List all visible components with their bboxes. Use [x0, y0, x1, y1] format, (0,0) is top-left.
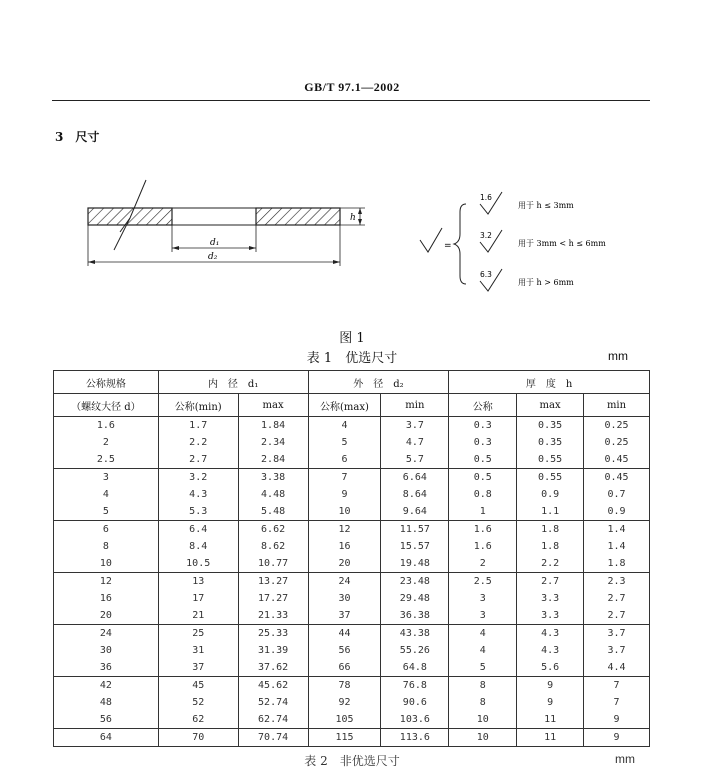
table-cell: 0.9: [584, 503, 650, 521]
roughness-value-3: 6.3: [480, 270, 492, 279]
table-cell: 1.4: [584, 538, 650, 555]
table-row: [54, 503, 650, 521]
table-cell: 25: [158, 625, 238, 643]
section-number: 3: [55, 130, 64, 144]
table-cell: 90.6: [381, 694, 449, 711]
table-cell: 2.84: [238, 451, 308, 469]
table-cell: 43.38: [381, 625, 449, 643]
table-cell: 66: [308, 659, 381, 677]
table-cell: 17: [158, 590, 238, 607]
table-cell: 0.35: [517, 417, 584, 435]
d1-label: d₁: [210, 238, 220, 248]
header-outer-diameter: 外 径 d₂: [308, 371, 449, 394]
table-cell: 64: [54, 729, 159, 747]
table-cell: 5.6: [517, 659, 584, 677]
table-cell: 55.26: [381, 642, 449, 659]
table-row: [54, 590, 650, 607]
table-cell: 1.8: [584, 555, 650, 573]
table-cell: 2: [449, 555, 517, 573]
washer-left-section: [88, 208, 172, 225]
table-cell: 0.45: [584, 469, 650, 487]
section-heading: [55, 128, 99, 145]
header-spec-sub: （螺纹大径 d）: [54, 394, 159, 417]
roughness-text-3: 用于 h > 6mm: [518, 278, 574, 287]
table-row: [54, 694, 650, 711]
table-cell: 11.57: [381, 521, 449, 539]
table-cell: 52: [158, 694, 238, 711]
table-row: [54, 711, 650, 729]
table-cell: 16: [308, 538, 381, 555]
table-cell: 0.25: [584, 434, 650, 451]
table-row: [54, 573, 650, 591]
header-thickness-nominal: 公称: [449, 394, 517, 417]
table-cell: 45: [158, 677, 238, 695]
table-cell: 0.8: [449, 486, 517, 503]
h-label: h: [350, 213, 356, 223]
table-cell: 1.4: [584, 521, 650, 539]
brace: [454, 204, 466, 284]
table-cell: 8.4: [158, 538, 238, 555]
table-row: [54, 729, 650, 747]
table-cell: 3: [54, 469, 159, 487]
table-row: [54, 486, 650, 503]
table-cell: 7: [584, 677, 650, 695]
table-cell: 10: [308, 503, 381, 521]
table-cell: 4.7: [381, 434, 449, 451]
table-unit: mm: [608, 349, 628, 363]
table-cell: 10: [449, 711, 517, 729]
table-cell: 8: [54, 538, 159, 555]
table-caption: 表 1 优选尺寸: [306, 351, 398, 366]
header-spec: 公称规格: [54, 371, 159, 394]
table-cell: 12: [308, 521, 381, 539]
table-cell: 0.25: [584, 417, 650, 435]
table-cell: 62: [158, 711, 238, 729]
table-row: [54, 434, 650, 451]
table-cell: 4.4: [584, 659, 650, 677]
table-cell: 0.5: [449, 469, 517, 487]
header-thickness: 厚 度 h: [449, 371, 650, 394]
table-cell: 8: [449, 677, 517, 695]
table-cell: 31: [158, 642, 238, 659]
table-cell: 5.48: [238, 503, 308, 521]
washer-figure: [80, 172, 370, 272]
header-inner-max: max: [238, 394, 308, 417]
table-cell: 62.74: [238, 711, 308, 729]
washer-right-section: [256, 208, 340, 225]
table-cell: 9: [308, 486, 381, 503]
table-cell: 113.6: [381, 729, 449, 747]
table-cell: 92: [308, 694, 381, 711]
d2-label: d₂: [208, 252, 218, 262]
table-cell: 78: [308, 677, 381, 695]
table-cell: 2.7: [584, 590, 650, 607]
table-cell: 3.7: [381, 417, 449, 435]
table-cell: 21: [158, 607, 238, 625]
table-cell: 21.33: [238, 607, 308, 625]
table-cell: 15.57: [381, 538, 449, 555]
table-cell: 2.5: [54, 451, 159, 469]
table-cell: 2.2: [158, 434, 238, 451]
table-cell: 2.5: [449, 573, 517, 591]
table-cell: 19.48: [381, 555, 449, 573]
table-cell: 3: [449, 607, 517, 625]
table-row: [54, 451, 650, 469]
table-cell: 3.3: [517, 590, 584, 607]
table-cell: 30: [308, 590, 381, 607]
header-thickness-min: min: [584, 394, 650, 417]
table-cell: 1.84: [238, 417, 308, 435]
table-row: [54, 555, 650, 573]
figure-caption: 图 1: [339, 331, 365, 346]
table-cell: 0.55: [517, 469, 584, 487]
table-row: [54, 521, 650, 539]
table-cell: 9: [517, 677, 584, 695]
table-cell: 20: [54, 607, 159, 625]
table-cell: 4.3: [517, 642, 584, 659]
table-cell: 7: [584, 694, 650, 711]
table-row: [54, 659, 650, 677]
table-cell: 10: [54, 555, 159, 573]
table-cell: 11: [517, 711, 584, 729]
table-cell: 4.3: [158, 486, 238, 503]
table-cell: 70: [158, 729, 238, 747]
roughness-value-2: 3.2: [480, 231, 492, 240]
table-cell: 52.74: [238, 694, 308, 711]
table-cell: 4: [449, 625, 517, 643]
table-cell: 4: [308, 417, 381, 435]
table-body: [54, 417, 650, 747]
table-cell: 0.9: [517, 486, 584, 503]
table-cell: 1.8: [517, 538, 584, 555]
table-cell: 0.55: [517, 451, 584, 469]
table-cell: 37: [158, 659, 238, 677]
table-cell: 4.3: [517, 625, 584, 643]
table-cell: 20: [308, 555, 381, 573]
table-cell: 8.62: [238, 538, 308, 555]
table-cell: 13.27: [238, 573, 308, 591]
table-cell: 12: [54, 573, 159, 591]
table-cell: 1.6: [449, 538, 517, 555]
table-cell: 0.3: [449, 434, 517, 451]
table-cell: 10: [449, 729, 517, 747]
table-cell: 8: [449, 694, 517, 711]
table-cell: 9: [517, 694, 584, 711]
table-cell: 0.35: [517, 434, 584, 451]
table-cell: 9: [584, 711, 650, 729]
table-cell: 36: [54, 659, 159, 677]
table-cell: 24: [308, 573, 381, 591]
table-cell: 24: [54, 625, 159, 643]
table-cell: 76.8: [381, 677, 449, 695]
table-row: [54, 642, 650, 659]
table-cell: 8.64: [381, 486, 449, 503]
table-cell: 56: [308, 642, 381, 659]
table-cell: 1.1: [517, 503, 584, 521]
table-cell: 2.7: [517, 573, 584, 591]
table-cell: 56: [54, 711, 159, 729]
table-cell: 115: [308, 729, 381, 747]
table-cell: 6.64: [381, 469, 449, 487]
table-cell: 0.5: [449, 451, 517, 469]
header-thickness-max: max: [517, 394, 584, 417]
header-outer-min: min: [381, 394, 449, 417]
table-row: [54, 469, 650, 487]
table-cell: 5: [449, 659, 517, 677]
table-cell: 2.3: [584, 573, 650, 591]
table-cell: 6.4: [158, 521, 238, 539]
table-cell: 42: [54, 677, 159, 695]
table-cell: 5: [54, 503, 159, 521]
table-cell: 17.27: [238, 590, 308, 607]
table-cell: 48: [54, 694, 159, 711]
table-cell: 2.7: [158, 451, 238, 469]
header-outer-nominal-max: 公称(max): [308, 394, 381, 417]
table-cell: 1.6: [449, 521, 517, 539]
table-cell: 2.7: [584, 607, 650, 625]
table-cell: 4: [449, 642, 517, 659]
table-cell: 3.2: [158, 469, 238, 487]
table-cell: 11: [517, 729, 584, 747]
table-cell: 2.2: [517, 555, 584, 573]
table-cell: 3: [449, 590, 517, 607]
table-cell: 4.48: [238, 486, 308, 503]
table-cell: 5.3: [158, 503, 238, 521]
table-cell: 45.62: [238, 677, 308, 695]
roughness-legend: [410, 190, 650, 300]
table-cell: 1: [449, 503, 517, 521]
table-cell: 1.8: [517, 521, 584, 539]
roughness-text-2: 用于 3mm < h ≤ 6mm: [518, 239, 606, 248]
table-cell: 3.38: [238, 469, 308, 487]
table-cell: 64.8: [381, 659, 449, 677]
table-cell: 13: [158, 573, 238, 591]
table-cell: 1.7: [158, 417, 238, 435]
roughness-value-1: 1.6: [480, 193, 492, 202]
preferred-sizes-table: [53, 370, 650, 747]
table-cell: 23.48: [381, 573, 449, 591]
table-cell: 31.39: [238, 642, 308, 659]
table-cell: 6.62: [238, 521, 308, 539]
table-cell: 5: [308, 434, 381, 451]
header-inner-nominal-min: 公称(min): [158, 394, 238, 417]
table-cell: 1.6: [54, 417, 159, 435]
table-cell: 10.5: [158, 555, 238, 573]
table-cell: 37: [308, 607, 381, 625]
roughness-symbol-icon: [420, 228, 442, 252]
table-cell: 2: [54, 434, 159, 451]
next-table-caption: 表 2 非优选尺寸: [304, 754, 400, 768]
table-cell: 5.7: [381, 451, 449, 469]
roughness-text-1: 用于 h ≤ 3mm: [518, 201, 574, 210]
header-inner-diameter: 内 径 d₁: [158, 371, 308, 394]
table-cell: 3.7: [584, 625, 650, 643]
table-row: [54, 607, 650, 625]
table-cell: 30: [54, 642, 159, 659]
table-cell: 36.38: [381, 607, 449, 625]
table-cell: 3.3: [517, 607, 584, 625]
table-cell: 10.77: [238, 555, 308, 573]
table-row: [54, 625, 650, 643]
section-title: 尺寸: [75, 130, 100, 144]
table-cell: 6: [308, 451, 381, 469]
equals-sign: =: [444, 241, 452, 251]
table-cell: 6: [54, 521, 159, 539]
table-cell: 7: [308, 469, 381, 487]
table-cell: 103.6: [381, 711, 449, 729]
table-cell: 4: [54, 486, 159, 503]
next-table-unit: mm: [615, 752, 635, 766]
table-cell: 70.74: [238, 729, 308, 747]
table-cell: 9: [584, 729, 650, 747]
table-row: [54, 677, 650, 695]
table-cell: 25.33: [238, 625, 308, 643]
table-cell: 0.7: [584, 486, 650, 503]
header-rule: [52, 100, 650, 101]
document-header: GB/T 97.1—2002: [304, 80, 400, 94]
table-row: [54, 417, 650, 435]
table-cell: 44: [308, 625, 381, 643]
table-cell: 9.64: [381, 503, 449, 521]
table-row: [54, 538, 650, 555]
table-cell: 37.62: [238, 659, 308, 677]
table-cell: 0.45: [584, 451, 650, 469]
table-cell: 16: [54, 590, 159, 607]
table-cell: 0.3: [449, 417, 517, 435]
table-cell: 105: [308, 711, 381, 729]
table-cell: 3.7: [584, 642, 650, 659]
table-cell: 29.48: [381, 590, 449, 607]
table-cell: 2.34: [238, 434, 308, 451]
